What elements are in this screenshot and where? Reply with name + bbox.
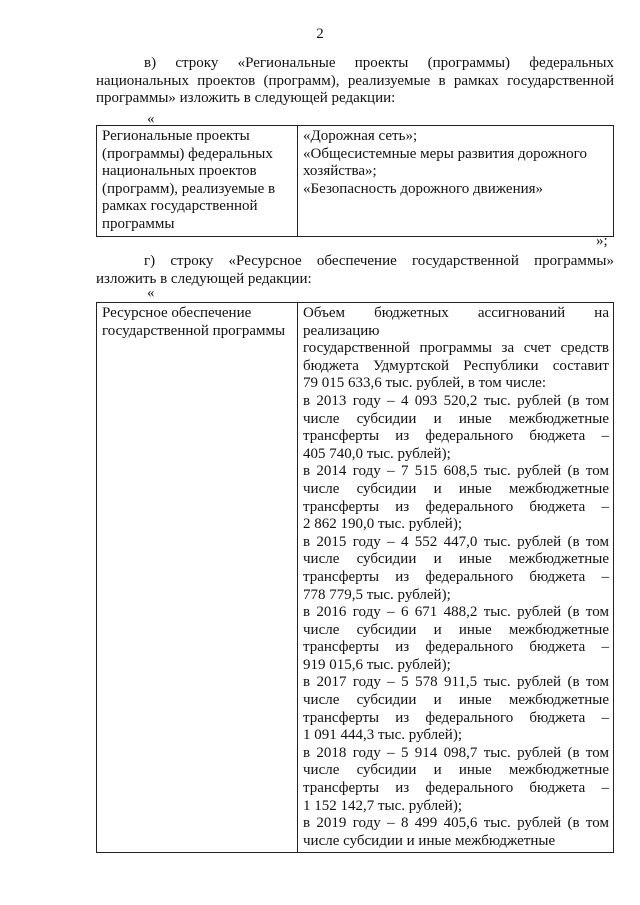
table2-right-line: Объем бюджетных ассигнований на реализацию — [303, 305, 609, 339]
table2-right-line: 1 091 444,3 тыс. рублей); — [303, 727, 462, 744]
table2-right-line: трансферты из федерального бюджета – — [303, 428, 609, 445]
table2-right-line: в 2019 году – 8 499 405,6 тыс. рублей (в том — [303, 815, 609, 832]
table2-left-line: государственной программы — [102, 322, 286, 339]
table2-right-line: трансферты из федерального бюджета – — [303, 639, 609, 656]
table2-right-line: трансферты из федерального бюджета – — [303, 780, 609, 797]
table2-right-line: в 2017 году – 5 578 911,5 тыс. рублей (в том — [303, 674, 609, 691]
table2-right-line: 919 015,6 тыс. рублей); — [303, 656, 451, 673]
table2-right-line: трансферты из федерального бюджета – — [303, 709, 609, 726]
table2-right-line: числе субсидии и иные межбюджетные — [303, 410, 609, 427]
table2-right-line: трансферты из федерального бюджета – — [303, 498, 609, 515]
table1-right-line: «Дорожная сеть»; — [303, 128, 418, 144]
table2-right-cell — [298, 303, 614, 853]
open-quote-1: « — [147, 111, 155, 127]
table2-right-line: в 2016 году – 6 671 488,2 тыс. рублей (в том — [303, 604, 609, 621]
table2-right-line: числе субсидии и иные межбюджетные — [303, 551, 609, 568]
table1-left-line: национальных проектов — [102, 163, 257, 180]
table2-left-cell — [97, 303, 298, 853]
paragraph-v-text: в) строку «Региональные проекты (программы) федеральных национальных проектов (программ), реализуемые в рамках государственной программы» изложить в следующей редакции: — [96, 55, 614, 106]
table1-right-line: «Безопасность дорожного движения» — [303, 180, 544, 197]
table2-right-line: числе субсидии и иные межбюджетные — [303, 480, 609, 497]
table1-left-line: (программы) федеральных — [102, 145, 273, 162]
paragraph-v — [96, 55, 614, 108]
table-resource-provision — [96, 302, 614, 853]
table2-right-line: числе субсидии и иные межбюджетные — [303, 832, 556, 849]
close-quote-1: »; — [596, 233, 608, 249]
table2-right-line: числе субсидии и иные межбюджетные — [303, 621, 609, 638]
table2-right-line: в 2015 году – 4 552 447,0 тыс. рублей (в том — [303, 533, 609, 550]
table2-right-line: числе субсидии и иные межбюджетные — [303, 762, 609, 779]
table2-left-line: Ресурсное обеспечение — [102, 305, 252, 321]
table2-right-line: 1 152 142,7 тыс. рублей); — [303, 797, 462, 814]
table1-left-line: программы — [102, 215, 175, 232]
table1-right-line: «Общесистемные меры развития дорожного хозяйства»; — [303, 145, 587, 180]
table2-right-line: в 2014 году – 7 515 608,5 тыс. рублей (в том — [303, 463, 609, 480]
table2-right-line: 79 015 633,6 тыс. рублей, в том числе: — [303, 375, 547, 392]
table2-right-line: трансферты из федерального бюджета – — [303, 568, 609, 585]
table2-right-line: бюджета Удмуртской Республики составит — [303, 357, 609, 374]
table2-right-line: числе субсидии и иные межбюджетные — [303, 692, 609, 709]
table1-left-cell — [97, 126, 298, 237]
table1-left-line: (программ), реализуемые в — [102, 180, 276, 197]
page-number: 2 — [316, 26, 324, 42]
table2-right-line: государственной программы за счет средств — [303, 340, 609, 357]
paragraph-g-text: г) строку «Ресурсное обеспечение государственной программы» изложить в следующей редакции: — [96, 253, 614, 287]
paragraph-g — [96, 253, 614, 288]
table1-left-line: рамках государственной — [102, 198, 258, 215]
open-quote-2: « — [147, 285, 155, 301]
table2-right-line: в 2018 году – 5 914 098,7 тыс. рублей (в том — [303, 744, 609, 761]
table2-right-line: 2 862 190,0 тыс. рублей); — [303, 516, 462, 533]
table1-left-line: Региональные проекты — [102, 128, 250, 144]
table1-right-cell — [298, 126, 614, 237]
table2-right-line: 778 779,5 тыс. рублей); — [303, 586, 451, 603]
table2-right-line: в 2013 году – 4 093 520,2 тыс. рублей (в том — [303, 392, 609, 409]
table-regional-projects — [96, 125, 614, 237]
table2-right-line: 405 740,0 тыс. рублей); — [303, 445, 451, 462]
